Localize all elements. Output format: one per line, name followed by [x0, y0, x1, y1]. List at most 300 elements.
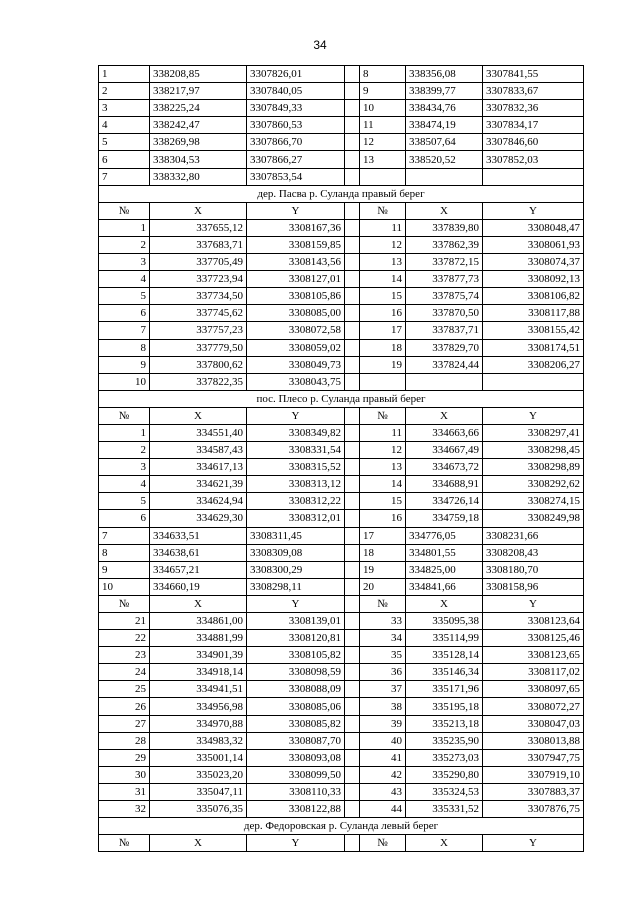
x-coordinate: 338332,80	[150, 168, 247, 185]
y-coordinate: 3308085,06	[247, 698, 345, 715]
x-coordinate	[406, 373, 483, 390]
y-coordinate: 3308093,08	[247, 749, 345, 766]
y-coordinate: 3308013,88	[483, 732, 584, 749]
section-title-row	[99, 390, 584, 407]
spacer-cell	[345, 219, 360, 236]
spacer-cell	[345, 236, 360, 253]
x-coordinate: 335095,38	[406, 613, 483, 630]
y-coordinate: 3307866,27	[247, 151, 345, 168]
table-row	[99, 373, 584, 390]
spacer-cell	[345, 134, 360, 151]
column-header: №	[99, 202, 150, 219]
x-coordinate: 337683,71	[150, 236, 247, 253]
spacer-cell	[345, 766, 360, 783]
y-coordinate: 3308127,01	[247, 271, 345, 288]
x-coordinate: 334776,05	[406, 527, 483, 544]
point-number: 10	[360, 100, 406, 117]
point-number: 14	[360, 476, 406, 493]
x-coordinate: 334861,00	[150, 613, 247, 630]
spacer-cell	[345, 322, 360, 339]
y-coordinate: 3308298,89	[483, 459, 584, 476]
point-number: 34	[360, 630, 406, 647]
point-number: 37	[360, 681, 406, 698]
column-header: Y	[483, 407, 584, 424]
x-coordinate: 337779,50	[150, 339, 247, 356]
column-header: X	[150, 407, 247, 424]
y-coordinate: 3308059,02	[247, 339, 345, 356]
x-coordinate: 335047,11	[150, 783, 247, 800]
point-number: 29	[99, 749, 150, 766]
x-coordinate: 334551,40	[150, 424, 247, 441]
table-row	[99, 561, 584, 578]
column-header: Y	[483, 835, 584, 852]
y-coordinate: 3307834,17	[483, 117, 584, 134]
y-coordinate: 3307860,53	[247, 117, 345, 134]
x-coordinate: 335324,53	[406, 783, 483, 800]
y-coordinate: 3308174,51	[483, 339, 584, 356]
point-number: 23	[99, 647, 150, 664]
x-coordinate: 337862,39	[406, 236, 483, 253]
y-coordinate: 3308298,45	[483, 442, 584, 459]
y-coordinate: 3308309,08	[247, 544, 345, 561]
x-coordinate: 338356,08	[406, 66, 483, 83]
table-row	[99, 442, 584, 459]
y-coordinate: 3308085,00	[247, 305, 345, 322]
point-number: 24	[99, 664, 150, 681]
point-number: 27	[99, 715, 150, 732]
x-coordinate: 334841,66	[406, 578, 483, 595]
spacer-cell	[345, 664, 360, 681]
x-coordinate: 334621,39	[150, 476, 247, 493]
column-header: №	[99, 835, 150, 852]
page-number: 34	[313, 38, 327, 52]
y-coordinate: 3308072,27	[483, 698, 584, 715]
spacer-cell	[345, 339, 360, 356]
spacer-cell	[345, 117, 360, 134]
table-row	[99, 83, 584, 100]
y-coordinate: 3307846,60	[483, 134, 584, 151]
y-coordinate: 3308098,59	[247, 664, 345, 681]
x-coordinate: 337822,35	[150, 373, 247, 390]
point-number: 7	[99, 527, 150, 544]
x-coordinate: 338242,47	[150, 117, 247, 134]
x-coordinate: 337824,44	[406, 356, 483, 373]
table-row	[99, 288, 584, 305]
point-number: 44	[360, 801, 406, 818]
point-number: 6	[99, 305, 150, 322]
spacer-cell	[345, 442, 360, 459]
section-title-row	[99, 818, 584, 835]
table-row	[99, 459, 584, 476]
x-coordinate: 338399,77	[406, 83, 483, 100]
y-coordinate: 3308117,88	[483, 305, 584, 322]
y-coordinate: 3307841,55	[483, 66, 584, 83]
y-coordinate: 3308300,29	[247, 561, 345, 578]
point-number: 32	[99, 801, 150, 818]
y-coordinate: 3308120,81	[247, 630, 345, 647]
x-coordinate	[406, 168, 483, 185]
point-number: 22	[99, 630, 150, 647]
x-coordinate: 334688,91	[406, 476, 483, 493]
column-header: №	[360, 835, 406, 852]
x-coordinate: 334629,30	[150, 510, 247, 527]
y-coordinate: 3307853,54	[247, 168, 345, 185]
point-number: 5	[99, 288, 150, 305]
point-number: 8	[99, 339, 150, 356]
column-header-row	[99, 835, 584, 852]
spacer-cell	[345, 835, 360, 852]
y-coordinate: 3308155,42	[483, 322, 584, 339]
point-number: 25	[99, 681, 150, 698]
x-coordinate: 338225,24	[150, 100, 247, 117]
table-row	[99, 151, 584, 168]
x-coordinate: 335076,35	[150, 801, 247, 818]
x-coordinate: 338269,98	[150, 134, 247, 151]
point-number: 15	[360, 493, 406, 510]
table-row	[99, 544, 584, 561]
y-coordinate: 3308106,82	[483, 288, 584, 305]
point-number: 18	[360, 339, 406, 356]
column-header-row	[99, 407, 584, 424]
point-number: 19	[360, 561, 406, 578]
x-coordinate: 335114,99	[406, 630, 483, 647]
spacer-cell	[345, 595, 360, 612]
point-number: 16	[360, 510, 406, 527]
section-title: пос. Плесо р. Суланда правый берег	[99, 390, 584, 407]
point-number: 31	[99, 783, 150, 800]
x-coordinate: 334663,66	[406, 424, 483, 441]
y-coordinate: 3308122,88	[247, 801, 345, 818]
point-number: 14	[360, 271, 406, 288]
x-coordinate: 334657,21	[150, 561, 247, 578]
table-row	[99, 527, 584, 544]
y-coordinate	[483, 168, 584, 185]
y-coordinate: 3307883,37	[483, 783, 584, 800]
table-row	[99, 664, 584, 681]
x-coordinate: 335195,18	[406, 698, 483, 715]
point-number: 43	[360, 783, 406, 800]
spacer-cell	[345, 100, 360, 117]
spacer-cell	[345, 151, 360, 168]
table-row	[99, 305, 584, 322]
point-number: 41	[360, 749, 406, 766]
point-number: 7	[99, 322, 150, 339]
x-coordinate: 337877,73	[406, 271, 483, 288]
spacer-cell	[345, 578, 360, 595]
y-coordinate: 3307826,01	[247, 66, 345, 83]
table-row	[99, 117, 584, 134]
point-number: 1	[99, 219, 150, 236]
table-row	[99, 219, 584, 236]
y-coordinate: 3308117,02	[483, 664, 584, 681]
table-row	[99, 698, 584, 715]
section-title: дер. Пасва р. Суланда правый берег	[99, 185, 584, 202]
point-number: 12	[360, 236, 406, 253]
table-row	[99, 66, 584, 83]
x-coordinate: 338434,76	[406, 100, 483, 117]
point-number: 11	[360, 424, 406, 441]
y-coordinate: 3308206,27	[483, 356, 584, 373]
point-number: 13	[360, 254, 406, 271]
x-coordinate: 334881,99	[150, 630, 247, 647]
point-number: 28	[99, 732, 150, 749]
spacer-cell	[345, 698, 360, 715]
point-number: 40	[360, 732, 406, 749]
point-number: 12	[360, 134, 406, 151]
x-coordinate: 337723,94	[150, 271, 247, 288]
column-header: X	[150, 835, 247, 852]
y-coordinate: 3308047,03	[483, 715, 584, 732]
x-coordinate: 335023,20	[150, 766, 247, 783]
point-number: 11	[360, 219, 406, 236]
spacer-cell	[345, 459, 360, 476]
spacer-cell	[345, 424, 360, 441]
x-coordinate: 335331,52	[406, 801, 483, 818]
x-coordinate: 334667,49	[406, 442, 483, 459]
spacer-cell	[345, 783, 360, 800]
y-coordinate: 3308105,82	[247, 647, 345, 664]
point-number: 12	[360, 442, 406, 459]
column-header: Y	[483, 595, 584, 612]
point-number: 3	[99, 459, 150, 476]
x-coordinate: 338217,97	[150, 83, 247, 100]
spacer-cell	[345, 613, 360, 630]
y-coordinate: 3308085,82	[247, 715, 345, 732]
x-coordinate: 337705,49	[150, 254, 247, 271]
point-number: 3	[99, 100, 150, 117]
point-number: 36	[360, 664, 406, 681]
table-row	[99, 578, 584, 595]
column-header-row	[99, 595, 584, 612]
y-coordinate: 3308297,41	[483, 424, 584, 441]
table-row	[99, 168, 584, 185]
spacer-cell	[345, 305, 360, 322]
point-number: 9	[99, 561, 150, 578]
point-number: 38	[360, 698, 406, 715]
x-coordinate: 337800,62	[150, 356, 247, 373]
y-coordinate: 3308143,56	[247, 254, 345, 271]
point-number: 3	[99, 254, 150, 271]
table-row	[99, 766, 584, 783]
x-coordinate: 338474,19	[406, 117, 483, 134]
y-coordinate: 3308072,58	[247, 322, 345, 339]
spacer-cell	[345, 715, 360, 732]
column-header: №	[360, 202, 406, 219]
spacer-cell	[345, 732, 360, 749]
y-coordinate: 3308125,46	[483, 630, 584, 647]
x-coordinate: 337734,50	[150, 288, 247, 305]
x-coordinate: 335001,14	[150, 749, 247, 766]
table-row	[99, 424, 584, 441]
point-number: 33	[360, 613, 406, 630]
table-row	[99, 254, 584, 271]
y-coordinate: 3308105,86	[247, 288, 345, 305]
x-coordinate: 334983,32	[150, 732, 247, 749]
x-coordinate: 338520,52	[406, 151, 483, 168]
x-coordinate: 334801,55	[406, 544, 483, 561]
point-number: 30	[99, 766, 150, 783]
y-coordinate: 3308087,70	[247, 732, 345, 749]
table-row	[99, 493, 584, 510]
y-coordinate: 3308123,65	[483, 647, 584, 664]
y-coordinate: 3308312,01	[247, 510, 345, 527]
y-coordinate: 3308311,45	[247, 527, 345, 544]
column-header: №	[360, 407, 406, 424]
table-row	[99, 510, 584, 527]
spacer-cell	[345, 66, 360, 83]
spacer-cell	[345, 168, 360, 185]
x-coordinate: 334617,13	[150, 459, 247, 476]
y-coordinate: 3308159,85	[247, 236, 345, 253]
table-row	[99, 100, 584, 117]
point-number: 9	[360, 83, 406, 100]
point-number: 20	[360, 578, 406, 595]
table-row	[99, 271, 584, 288]
point-number: 8	[99, 544, 150, 561]
table-row	[99, 613, 584, 630]
x-coordinate: 335273,03	[406, 749, 483, 766]
table-row	[99, 681, 584, 698]
x-coordinate: 337837,71	[406, 322, 483, 339]
x-coordinate: 337870,50	[406, 305, 483, 322]
x-coordinate: 334901,39	[150, 647, 247, 664]
point-number	[360, 168, 406, 185]
spacer-cell	[345, 630, 360, 647]
point-number: 4	[99, 476, 150, 493]
table-row	[99, 476, 584, 493]
spacer-cell	[345, 801, 360, 818]
x-coordinate: 335213,18	[406, 715, 483, 732]
point-number: 2	[99, 83, 150, 100]
spacer-cell	[345, 681, 360, 698]
y-coordinate: 3308158,96	[483, 578, 584, 595]
x-coordinate: 334673,72	[406, 459, 483, 476]
table-row	[99, 749, 584, 766]
x-coordinate: 334918,14	[150, 664, 247, 681]
column-header-row	[99, 202, 584, 219]
point-number: 42	[360, 766, 406, 783]
table-row	[99, 134, 584, 151]
point-number: 8	[360, 66, 406, 83]
point-number: 5	[99, 493, 150, 510]
y-coordinate: 3308180,70	[483, 561, 584, 578]
x-coordinate: 335235,90	[406, 732, 483, 749]
y-coordinate: 3308208,43	[483, 544, 584, 561]
spacer-cell	[345, 561, 360, 578]
y-coordinate: 3307947,75	[483, 749, 584, 766]
x-coordinate: 335171,96	[406, 681, 483, 698]
point-number: 4	[99, 117, 150, 134]
point-number: 11	[360, 117, 406, 134]
x-coordinate: 335146,34	[406, 664, 483, 681]
y-coordinate: 3307832,36	[483, 100, 584, 117]
point-number: 9	[99, 356, 150, 373]
x-coordinate: 337655,12	[150, 219, 247, 236]
y-coordinate	[483, 373, 584, 390]
table-row	[99, 715, 584, 732]
point-number: 15	[360, 288, 406, 305]
coordinates-table	[98, 65, 584, 852]
spacer-cell	[345, 476, 360, 493]
y-coordinate: 3308043,75	[247, 373, 345, 390]
y-coordinate: 3308298,11	[247, 578, 345, 595]
column-header: №	[360, 595, 406, 612]
point-number: 19	[360, 356, 406, 373]
column-header: X	[150, 202, 247, 219]
table-row	[99, 322, 584, 339]
point-number: 5	[99, 134, 150, 151]
point-number: 35	[360, 647, 406, 664]
x-coordinate: 334825,00	[406, 561, 483, 578]
point-number: 26	[99, 698, 150, 715]
point-number: 10	[99, 373, 150, 390]
section-title-row	[99, 185, 584, 202]
y-coordinate: 3308292,62	[483, 476, 584, 493]
y-coordinate: 3307849,33	[247, 100, 345, 117]
column-header: №	[99, 407, 150, 424]
point-number: 6	[99, 151, 150, 168]
y-coordinate: 3308331,54	[247, 442, 345, 459]
point-number: 13	[360, 151, 406, 168]
x-coordinate: 338208,85	[150, 66, 247, 83]
column-header: X	[150, 595, 247, 612]
table-row	[99, 801, 584, 818]
y-coordinate: 3308349,82	[247, 424, 345, 441]
column-header: X	[406, 407, 483, 424]
x-coordinate: 334660,19	[150, 578, 247, 595]
x-coordinate: 334759,18	[406, 510, 483, 527]
point-number: 1	[99, 66, 150, 83]
y-coordinate: 3308061,93	[483, 236, 584, 253]
table-row	[99, 356, 584, 373]
x-coordinate: 334638,61	[150, 544, 247, 561]
y-coordinate: 3308231,66	[483, 527, 584, 544]
y-coordinate: 3307833,67	[483, 83, 584, 100]
table-row	[99, 630, 584, 647]
y-coordinate: 3307866,70	[247, 134, 345, 151]
spacer-cell	[345, 407, 360, 424]
y-coordinate: 3307876,75	[483, 801, 584, 818]
point-number: 6	[99, 510, 150, 527]
x-coordinate: 334587,43	[150, 442, 247, 459]
y-coordinate: 3308088,09	[247, 681, 345, 698]
y-coordinate: 3307852,03	[483, 151, 584, 168]
point-number: 10	[99, 578, 150, 595]
point-number: 1	[99, 424, 150, 441]
x-coordinate: 334624,94	[150, 493, 247, 510]
spacer-cell	[345, 356, 360, 373]
table-row	[99, 732, 584, 749]
point-number: 21	[99, 613, 150, 630]
x-coordinate: 334970,88	[150, 715, 247, 732]
point-number: 2	[99, 236, 150, 253]
table-row	[99, 647, 584, 664]
y-coordinate: 3308099,50	[247, 766, 345, 783]
y-coordinate: 3308315,52	[247, 459, 345, 476]
y-coordinate: 3308249,98	[483, 510, 584, 527]
y-coordinate: 3307919,10	[483, 766, 584, 783]
column-header: Y	[247, 407, 345, 424]
column-header: X	[406, 835, 483, 852]
section-title: дер. Федоровская р. Суланда левый берег	[99, 818, 584, 835]
y-coordinate: 3308092,13	[483, 271, 584, 288]
x-coordinate: 337757,23	[150, 322, 247, 339]
x-coordinate: 334726,14	[406, 493, 483, 510]
y-coordinate: 3308048,47	[483, 219, 584, 236]
x-coordinate: 337829,70	[406, 339, 483, 356]
spacer-cell	[345, 527, 360, 544]
x-coordinate: 337875,74	[406, 288, 483, 305]
